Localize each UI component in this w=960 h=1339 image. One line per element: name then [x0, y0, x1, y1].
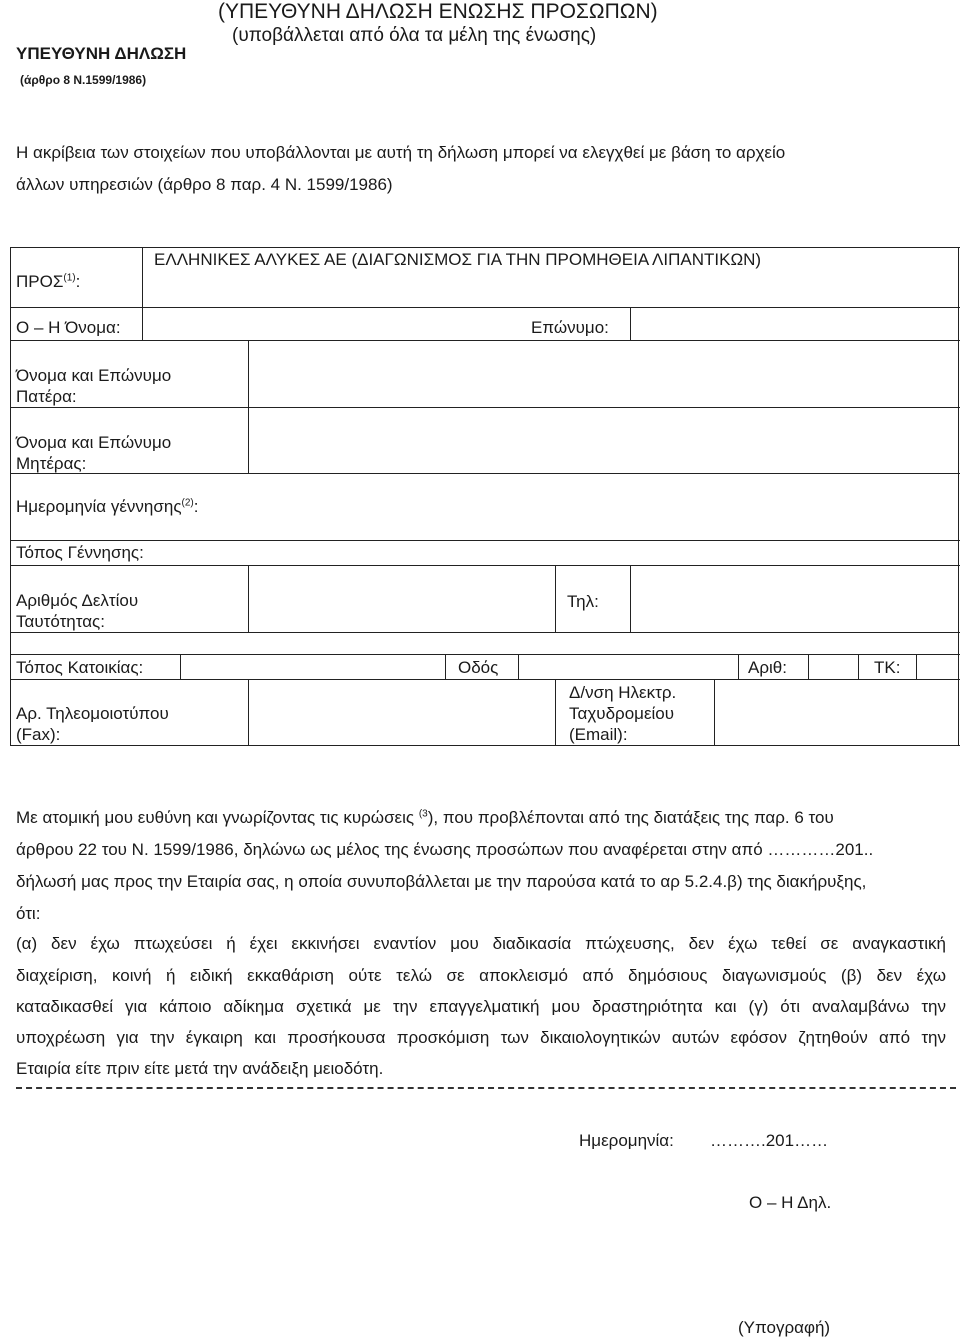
pros-label: ΠΡΟΣ$^{(1)}$: [16, 272, 81, 291]
phone-label: Τηλ: [567, 592, 599, 611]
signature-label: (Υπογραφή) [738, 1318, 831, 1337]
birthdate-label: Ημερομηνία γέννησης$^{(2)}$: [16, 497, 199, 516]
body-line-2: άρθρου 22 του Ν. 1599/1986, δηλώνω ως μέλος της ένωσης προσώπων που αναφέρεται στην από …………201.. [16, 840, 874, 859]
body-line-1: Με ατομική μου ευθύνη και γνωρίζοντας τις κυρώσεις $^{(3}$), που προβλέπονται από της διατάξεις της παρ. 6 του [16, 808, 834, 827]
main-title: (ΥΠΕΥΘΥΝΗ ΔΗΛΩΣΗ ΕΝΩΣΗΣ ΠΡΟΣΩΠΩΝ) [218, 0, 658, 23]
number-label: Αριθ: [748, 658, 787, 677]
pros-value: ΕΛΛΗΝΙΚΕΣ ΑΛΥΚΕΣ ΑΕ (ΔΙΑΓΩΝΙΣΜΟΣ ΓΙΑ ΤΗΝ ΠΡΟΜΗΘΕΙΑ ΛΙΠΑΝΤΙΚΩΝ) [154, 250, 762, 269]
mother-label: Όνομα και Επώνυμο Μητέρας: [16, 433, 172, 473]
dashed-separator [16, 1087, 956, 1089]
birthplace-label: Τόπος Γέννησης: [16, 543, 144, 562]
justified-line-5: Εταιρία είτε πριν είτε μετά την ανάδειξη μειοδότη. [16, 1059, 384, 1078]
left-subtitle: (άρθρο 8 Ν.1599/1986) [20, 73, 147, 87]
surname-label: Επώνυμο: [531, 318, 609, 337]
street-label: Οδός [458, 658, 499, 677]
declarant-label: Ο – Η Δηλ. [749, 1193, 832, 1212]
body-line-4: ότι: [16, 904, 41, 923]
intro-line-1: Η ακρίβεια των στοιχείων που υποβάλλονται με αυτή τη δήλωση μπορεί να ελεγχθεί με βάση το αρχείο [16, 143, 786, 162]
intro-line-2: άλλων υπηρεσιών (άρθρο 8 παρ. 4 Ν. 1599/1986) [16, 175, 393, 194]
fax-label: Αρ. Τηλεομοιοτύπου (Fax): [16, 704, 169, 744]
email-label: Δ/νση Ηλεκτρ. Ταχυδρομείου (Email): [569, 683, 677, 744]
zip-label: ΤΚ: [874, 658, 901, 677]
id-label: Αριθμός Δελτίου Ταυτότητας: [16, 591, 139, 631]
residence-label: Τόπος Κατοικίας: [16, 658, 144, 677]
main-subtitle: (υποβάλλεται από όλα τα μέλη της ένωσης) [232, 25, 597, 46]
father-label: Όνομα και Επώνυμο Πατέρα: [16, 366, 172, 406]
name-label: Ο – Η Όνομα: [16, 318, 121, 337]
justified-line-4: υποχρέωση για την έγκαιρη και προσήκουσα προσκόμιση των δικαιολογητικών αυτών εφόσον ζητηθούν από την [16, 1028, 946, 1047]
justified-line-2: διαχείριση, κοινή ή ειδική εκκαθάριση ούτε τελώ σε αποκλεισμό από δημόσιους διαγωνισμούς (β) δεν έχω [16, 966, 946, 985]
left-title: ΥΠΕΥΘΥΝΗ ΔΗΛΩΣΗ [16, 44, 187, 63]
justified-line-1: (α) δεν έχω πτωχεύσει ή έχει εκκινήσει εναντίον μου διαδικασία πτώχευσης, δεν έχω τεθεί σε αναγκαστική [16, 934, 946, 953]
body-line-3: δήλωσή μας προς την Εταιρία σας, η οποία συνυποβάλλεται με την παρούσα κατά το αρ 5.2.4.β) της διακήρυξης, [16, 872, 867, 891]
justified-line-3: καταδικασθεί για κάποιο αδίκημα σχετικά με την επαγγελματική μου δραστηριότητα και (γ) ότι αναλαμβάνω την [16, 997, 946, 1016]
date-value: ……….201…… [710, 1131, 829, 1150]
date-label: Ημερομηνία: [579, 1131, 674, 1150]
